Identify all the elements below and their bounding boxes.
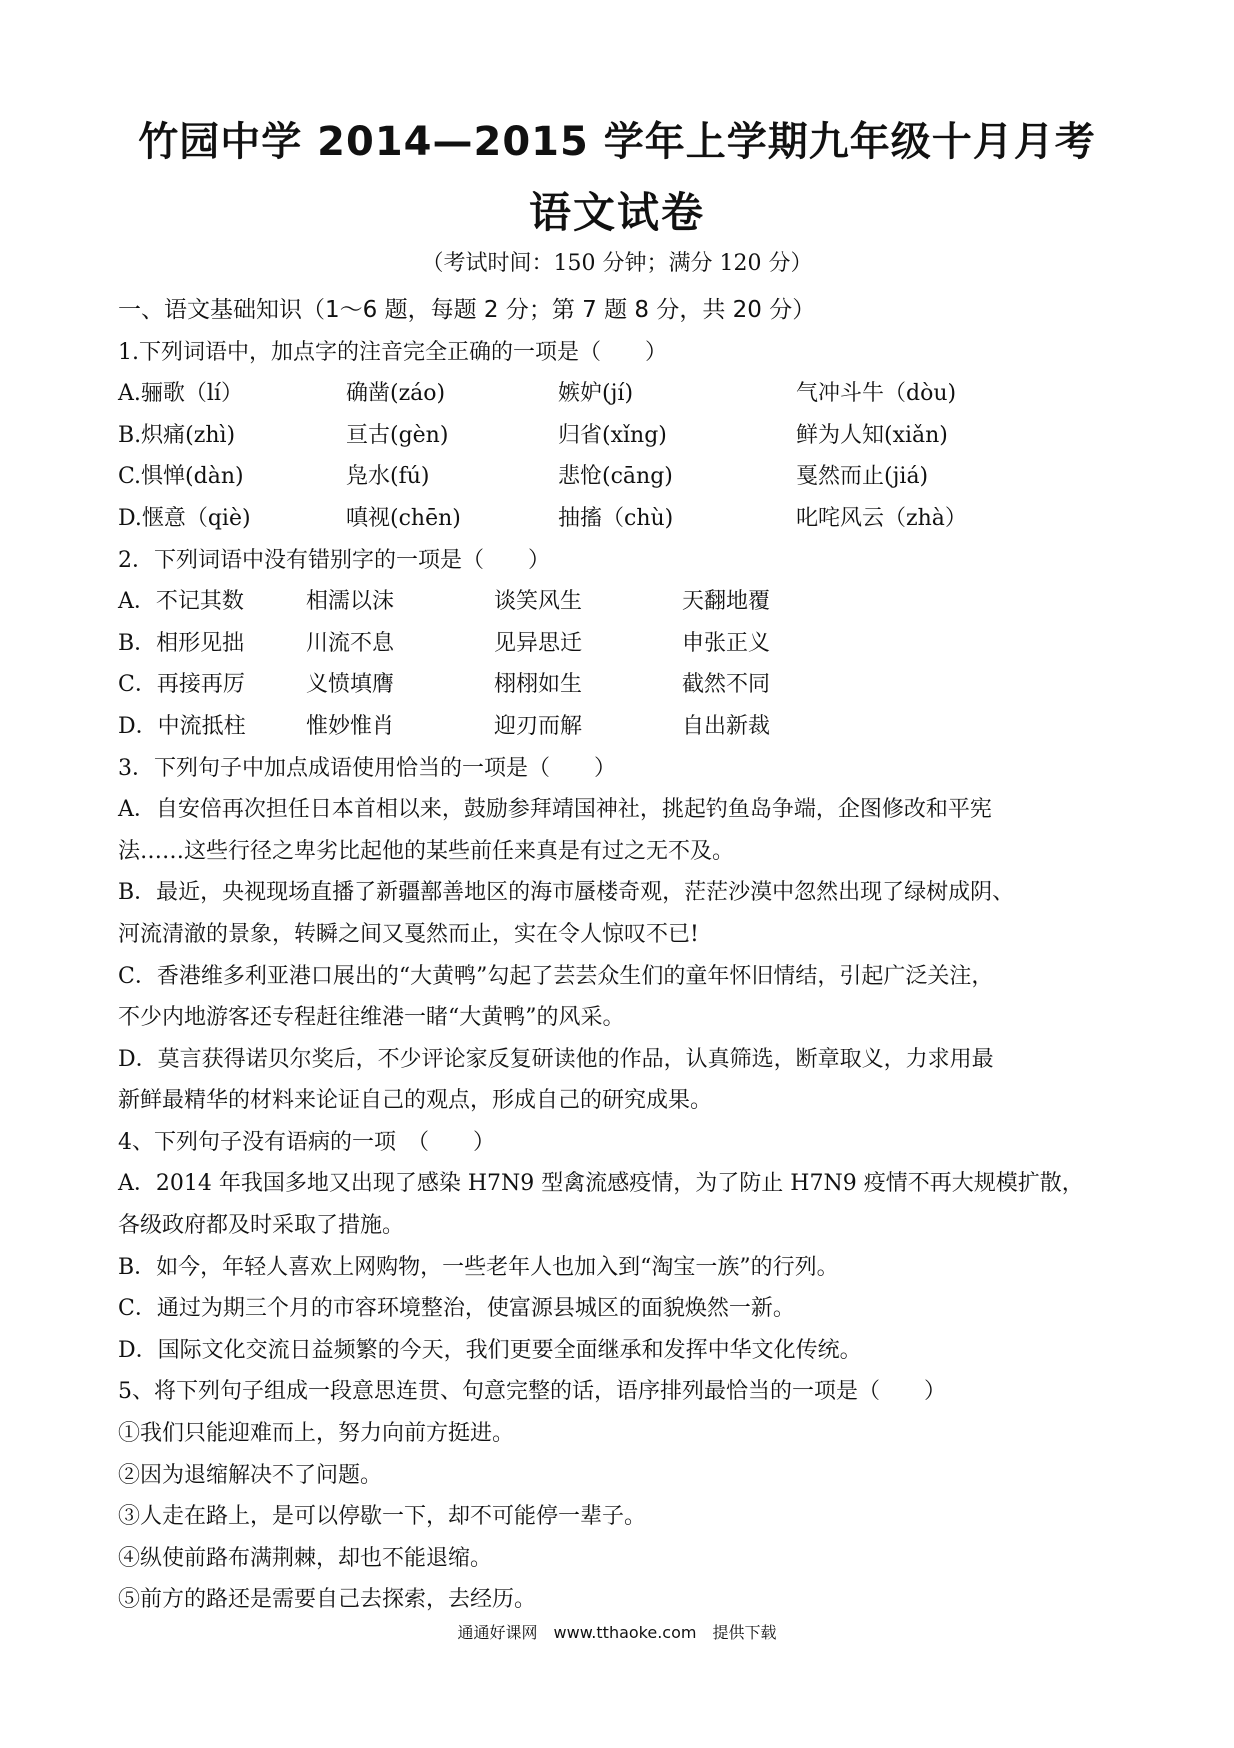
option-cell: 归省(xǐng) bbox=[558, 422, 667, 448]
option-cell: A.骊歌（lí） bbox=[118, 381, 243, 407]
option-cell: 惟妙惟肖 bbox=[306, 713, 395, 739]
option-cell: 谈笑风生 bbox=[494, 589, 583, 615]
question-3-stem: 3．下列句子中加点成语使用恰当的一项是（ ） bbox=[118, 755, 616, 781]
option-cell: 戛然而止(jiá) bbox=[796, 464, 929, 490]
question-4-text-line: B．如今，年轻人喜欢上网购物，一些老年人也加入到“淘宝一族”的行列。 bbox=[118, 1254, 839, 1280]
question-3-text-line: A．自安倍再次担任日本首相以来，鼓励参拜靖国神社，挑起钓鱼岛争端，企图修改和平宪 bbox=[118, 797, 992, 823]
question-4-stem: 4、下列句子没有语病的一项 （ ） bbox=[118, 1129, 495, 1155]
option-cell: 川流不息 bbox=[306, 630, 395, 656]
question-1-stem: 1.下列词语中，加点字的注音完全正确的一项是（ ） bbox=[118, 339, 667, 365]
question-3-text-line: 不少内地游客还专程赶往维港一睹“大黄鸭”的风采。 bbox=[118, 1005, 625, 1031]
question-4-text-line: 各级政府都及时采取了措施。 bbox=[118, 1213, 405, 1239]
option-cell: 叱咤风云（zhà） bbox=[796, 505, 967, 531]
exam-content bbox=[118, 290, 1124, 1621]
option-cell: B．相形见拙 bbox=[118, 630, 245, 656]
question-5-sentence: ④纵使前路布满荆棘，却也不能退缩。 bbox=[118, 1545, 493, 1571]
question-3-text-line: 河流清澈的景象，转瞬之间又戛然而止，实在令人惊叹不已! bbox=[118, 921, 699, 947]
option-cell: 悲怆(cāng) bbox=[558, 464, 673, 490]
section-heading: 一、语文基础知识（1～6 题，每题 2 分；第 7 题 8 分，共 20 分） bbox=[118, 297, 816, 323]
page-footer: 通通好课网 www.tthaoke.com 提供下载 bbox=[457, 1623, 777, 1642]
question-1-option-row bbox=[118, 415, 1124, 457]
option-cell: A．不记其数 bbox=[118, 589, 244, 615]
question-4-text-line: A．2014 年我国多地又出现了感染 H7N9 型禽流感疫情，为了防止 H7N9 疫情不再大规模扩散， bbox=[118, 1171, 1084, 1197]
question-5-sentence: ⑤前方的路还是需要自己去探索，去经历。 bbox=[118, 1587, 537, 1613]
option-cell: 嗔视(chēn) bbox=[346, 505, 461, 531]
question-5-sentence: ②因为退缩解决不了问题。 bbox=[118, 1462, 383, 1488]
question-5-stem: 5、将下列句子组成一段意思连贯、句意完整的话，语序排列最恰当的一项是（ ） bbox=[118, 1379, 946, 1405]
option-cell: 鲜为人知(xiǎn) bbox=[796, 422, 948, 448]
option-cell: 相濡以沫 bbox=[306, 589, 395, 615]
question-3-text-line: 新鲜最精华的材料来论证自己的观点，形成自己的研究成果。 bbox=[118, 1088, 713, 1114]
option-cell: 见异思迁 bbox=[494, 630, 583, 656]
option-cell: C．再接再厉 bbox=[118, 672, 245, 698]
option-cell: D.惬意（qiè) bbox=[118, 505, 251, 531]
question-3-text-line: C．香港维多利亚港口展出的“大黄鸭”勾起了芸芸众生们的童年怀旧情结，引起广泛关注， bbox=[118, 963, 994, 989]
option-cell: B.炽痛(zhì) bbox=[118, 422, 236, 448]
question-3-text-line: 法……这些行径之卑劣比起他的某些前任来真是有过之无不及。 bbox=[118, 838, 735, 864]
option-cell: 抽搐（chù) bbox=[558, 505, 674, 531]
question-2-option-row bbox=[118, 623, 1124, 665]
option-cell: 迎刃而解 bbox=[494, 713, 583, 739]
question-3-text-line: D．莫言获得诺贝尔奖后，不少评论家反复研读他的作品，认真筛选，断章取义，力求用最 bbox=[118, 1046, 994, 1072]
question-2-stem: 2．下列词语中没有错别字的一项是（ ） bbox=[118, 547, 550, 573]
exam-info: （考试时间：150 分钟；满分 120 分） bbox=[421, 251, 813, 276]
option-cell: 嫉妒(jí) bbox=[558, 381, 634, 407]
question-5-sentence: ③人走在路上，是可以停歇一下，却不可能停一辈子。 bbox=[118, 1504, 647, 1530]
question-4-text-line: D．国际文化交流日益频繁的今天，我们更要全面继承和发挥中华文化传统。 bbox=[118, 1337, 862, 1363]
question-4-text-line: C．通过为期三个月的市容环境整治，使富源县城区的面貌焕然一新。 bbox=[118, 1296, 795, 1322]
option-cell: 自出新裁 bbox=[682, 713, 771, 739]
exam-title: 竹园中学 2014—2015 学年上学期九年级十月月考 bbox=[138, 119, 1096, 165]
exam-subject-title: 语文试卷 bbox=[528, 188, 705, 237]
question-2-option-row bbox=[118, 581, 1124, 623]
option-cell: 申张正义 bbox=[682, 630, 771, 656]
question-2-option-row bbox=[118, 664, 1124, 706]
option-cell: D．中流抵柱 bbox=[118, 713, 246, 739]
question-2-option-row bbox=[118, 706, 1124, 748]
question-1-option-row bbox=[118, 498, 1124, 540]
option-cell: 截然不同 bbox=[682, 672, 771, 698]
option-cell: 栩栩如生 bbox=[494, 672, 583, 698]
question-5-sentence: ①我们只能迎难而上，努力向前方挺进。 bbox=[118, 1421, 515, 1447]
option-cell: 天翻地覆 bbox=[682, 589, 771, 615]
question-3-text-line: B．最近，央视现场直播了新疆鄯善地区的海市蜃楼奇观，茫茫沙漠中忽然出现了绿树成阴、 bbox=[118, 880, 1015, 906]
option-cell: 凫水(fú) bbox=[346, 464, 430, 490]
question-1-option-row bbox=[118, 456, 1124, 498]
option-cell: C.惧惮(dàn) bbox=[118, 464, 244, 490]
option-cell: 确凿(záo) bbox=[346, 381, 446, 407]
option-cell: 气冲斗牛（dòu) bbox=[796, 381, 957, 407]
option-cell: 义愤填膺 bbox=[306, 672, 395, 698]
question-1-option-row bbox=[118, 373, 1124, 415]
option-cell: 亘古(gèn) bbox=[346, 422, 449, 448]
